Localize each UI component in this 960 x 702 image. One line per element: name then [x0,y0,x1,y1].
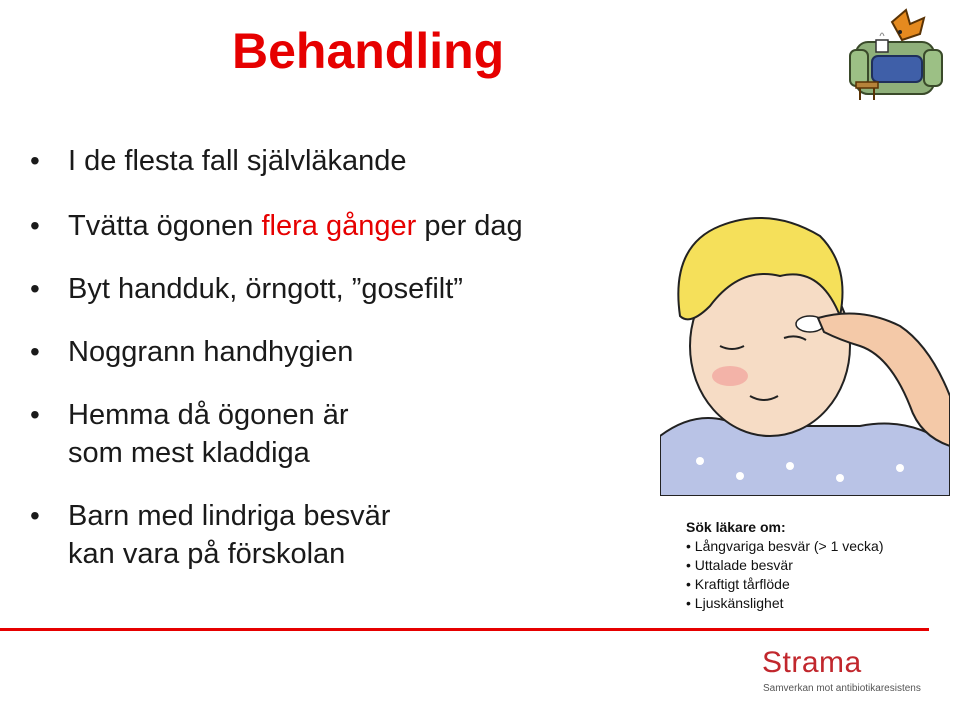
seek-doctor-item: • Långvariga besvär (> 1 vecka) [686,537,958,556]
seek-doctor-item: • Uttalade besvär [686,556,958,575]
bullet-item: • Barn med lindriga besvär kan vara på förskolan [30,497,670,573]
highlighted-text: flera gånger [261,210,417,242]
child-eye-illustration [660,206,950,496]
fox-armchair-illustration [836,4,956,104]
bullet-item: • Noggrann handhygien [30,333,670,371]
bullet-item: • Hemma då ögonen är som mest kladdiga [30,396,670,472]
footer-divider [0,628,929,631]
strama-logo: Strama [762,646,862,679]
strama-tagline: Samverkan mot antibiotikaresistens [763,683,921,694]
treatment-bullet-list [30,142,670,573]
page-title: Behandling [232,23,505,79]
seek-doctor-list [686,537,958,613]
seek-doctor-item: • Kraftigt tårflöde [686,575,958,594]
bullet-item: • I de flesta fall självläkande [30,142,670,180]
bullet-item: • Byt handduk, örngott, ”gosefilt” [30,270,670,308]
seek-doctor-box [686,518,958,613]
seek-doctor-title: Sök läkare om: [686,519,786,535]
bullet-item: • Tvätta ögonen flera gånger per dag [30,207,670,245]
seek-doctor-item: • Ljuskänslighet [686,594,958,613]
